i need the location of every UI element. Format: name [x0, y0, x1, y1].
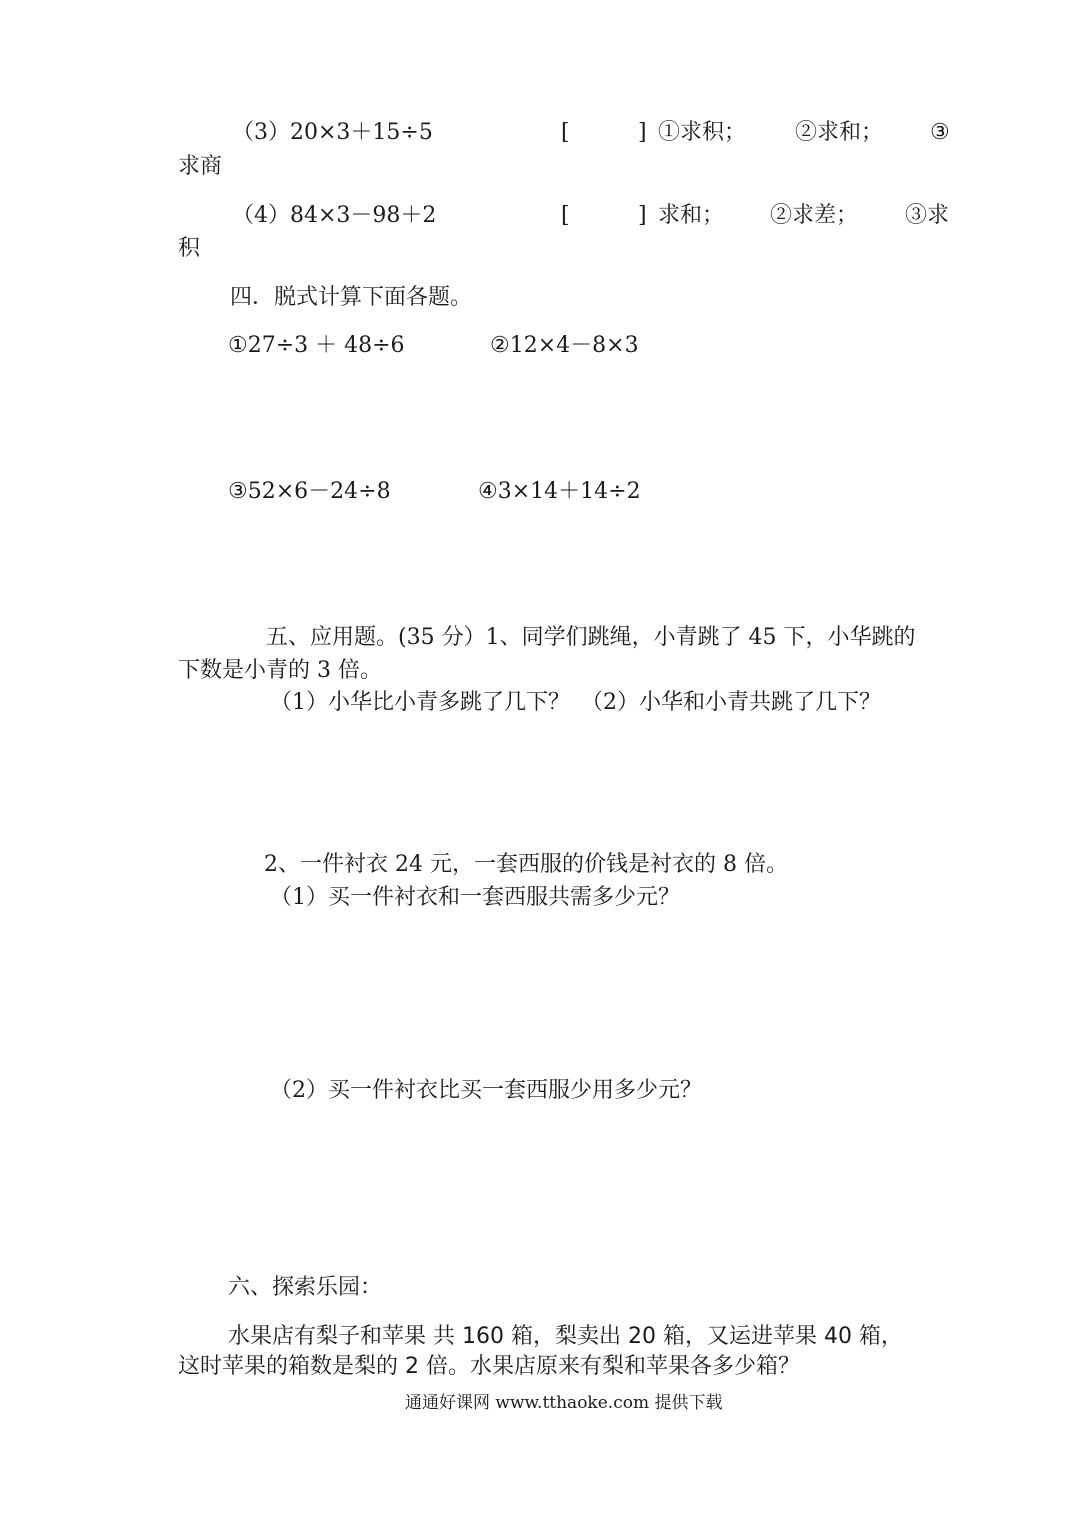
q4-option-3-mark: ③求 — [905, 203, 950, 228]
section5-q2-sub-1: （1）买一件衬衣和一套西服共需多少元？ — [270, 885, 680, 910]
q3-wrap-text: 求商 — [178, 154, 223, 179]
section5-q2-sub-2: （2）买一件衬衣比买一套西服少用多少元？ — [270, 1078, 702, 1103]
section6-line-2: 这时苹果的箱数是梨的 2 倍。水果店原来有梨和苹果各多少箱？ — [178, 1354, 800, 1379]
q3-expression: （3）20×3＋15÷5 — [232, 120, 433, 145]
q4-expression: （4）84×3－98＋2 — [232, 203, 437, 228]
calc-problem-4: ④3×14＋14÷2 — [478, 479, 641, 504]
q3-option-3-mark: ③ — [930, 120, 950, 145]
q3-bracket-right: ] — [638, 120, 647, 145]
section5-q2-statement: 2、一件衬衣 24 元，一套西服的价钱是衬衣的 8 倍。 — [264, 852, 788, 877]
calc-problem-3: ③52×6－24÷8 — [228, 479, 391, 504]
section5-q1-subquestions: （1）小华比小青多跳了几下？ （2）小华和小青共跳了几下？ — [270, 690, 881, 715]
calc-problem-2: ②12×4－8×3 — [490, 333, 639, 358]
page-footer: 通通好课网 www.tthaoke.com 提供下载 — [405, 1393, 723, 1413]
q3-option-1: ①求积； — [658, 120, 747, 145]
section5-line-1: 五、应用题。(35 分）1、同学们跳绳，小青跳了 45 下，小华跳的 — [266, 625, 916, 650]
section6-title: 六、探索乐园： — [228, 1275, 383, 1300]
calc-problem-1: ①27÷3 ＋ 48÷6 — [228, 333, 405, 358]
q4-option-1: 求和； — [658, 203, 725, 228]
section5-line-2: 下数是小青的 3 倍。 — [178, 658, 382, 683]
q4-wrap-text: 积 — [178, 236, 201, 261]
section6-line-1: 水果店有梨子和苹果 共 160 箱，梨卖出 20 箱，又运进苹果 40 箱， — [228, 1324, 903, 1349]
q3-option-2: ②求和； — [795, 120, 884, 145]
q4-option-2: ②求差； — [770, 203, 859, 228]
q4-bracket-right: ] — [638, 203, 647, 228]
q4-bracket-left: [ — [561, 203, 570, 228]
section4-title: 四．脱式计算下面各题。 — [230, 285, 473, 310]
q3-bracket-left: [ — [561, 120, 570, 145]
